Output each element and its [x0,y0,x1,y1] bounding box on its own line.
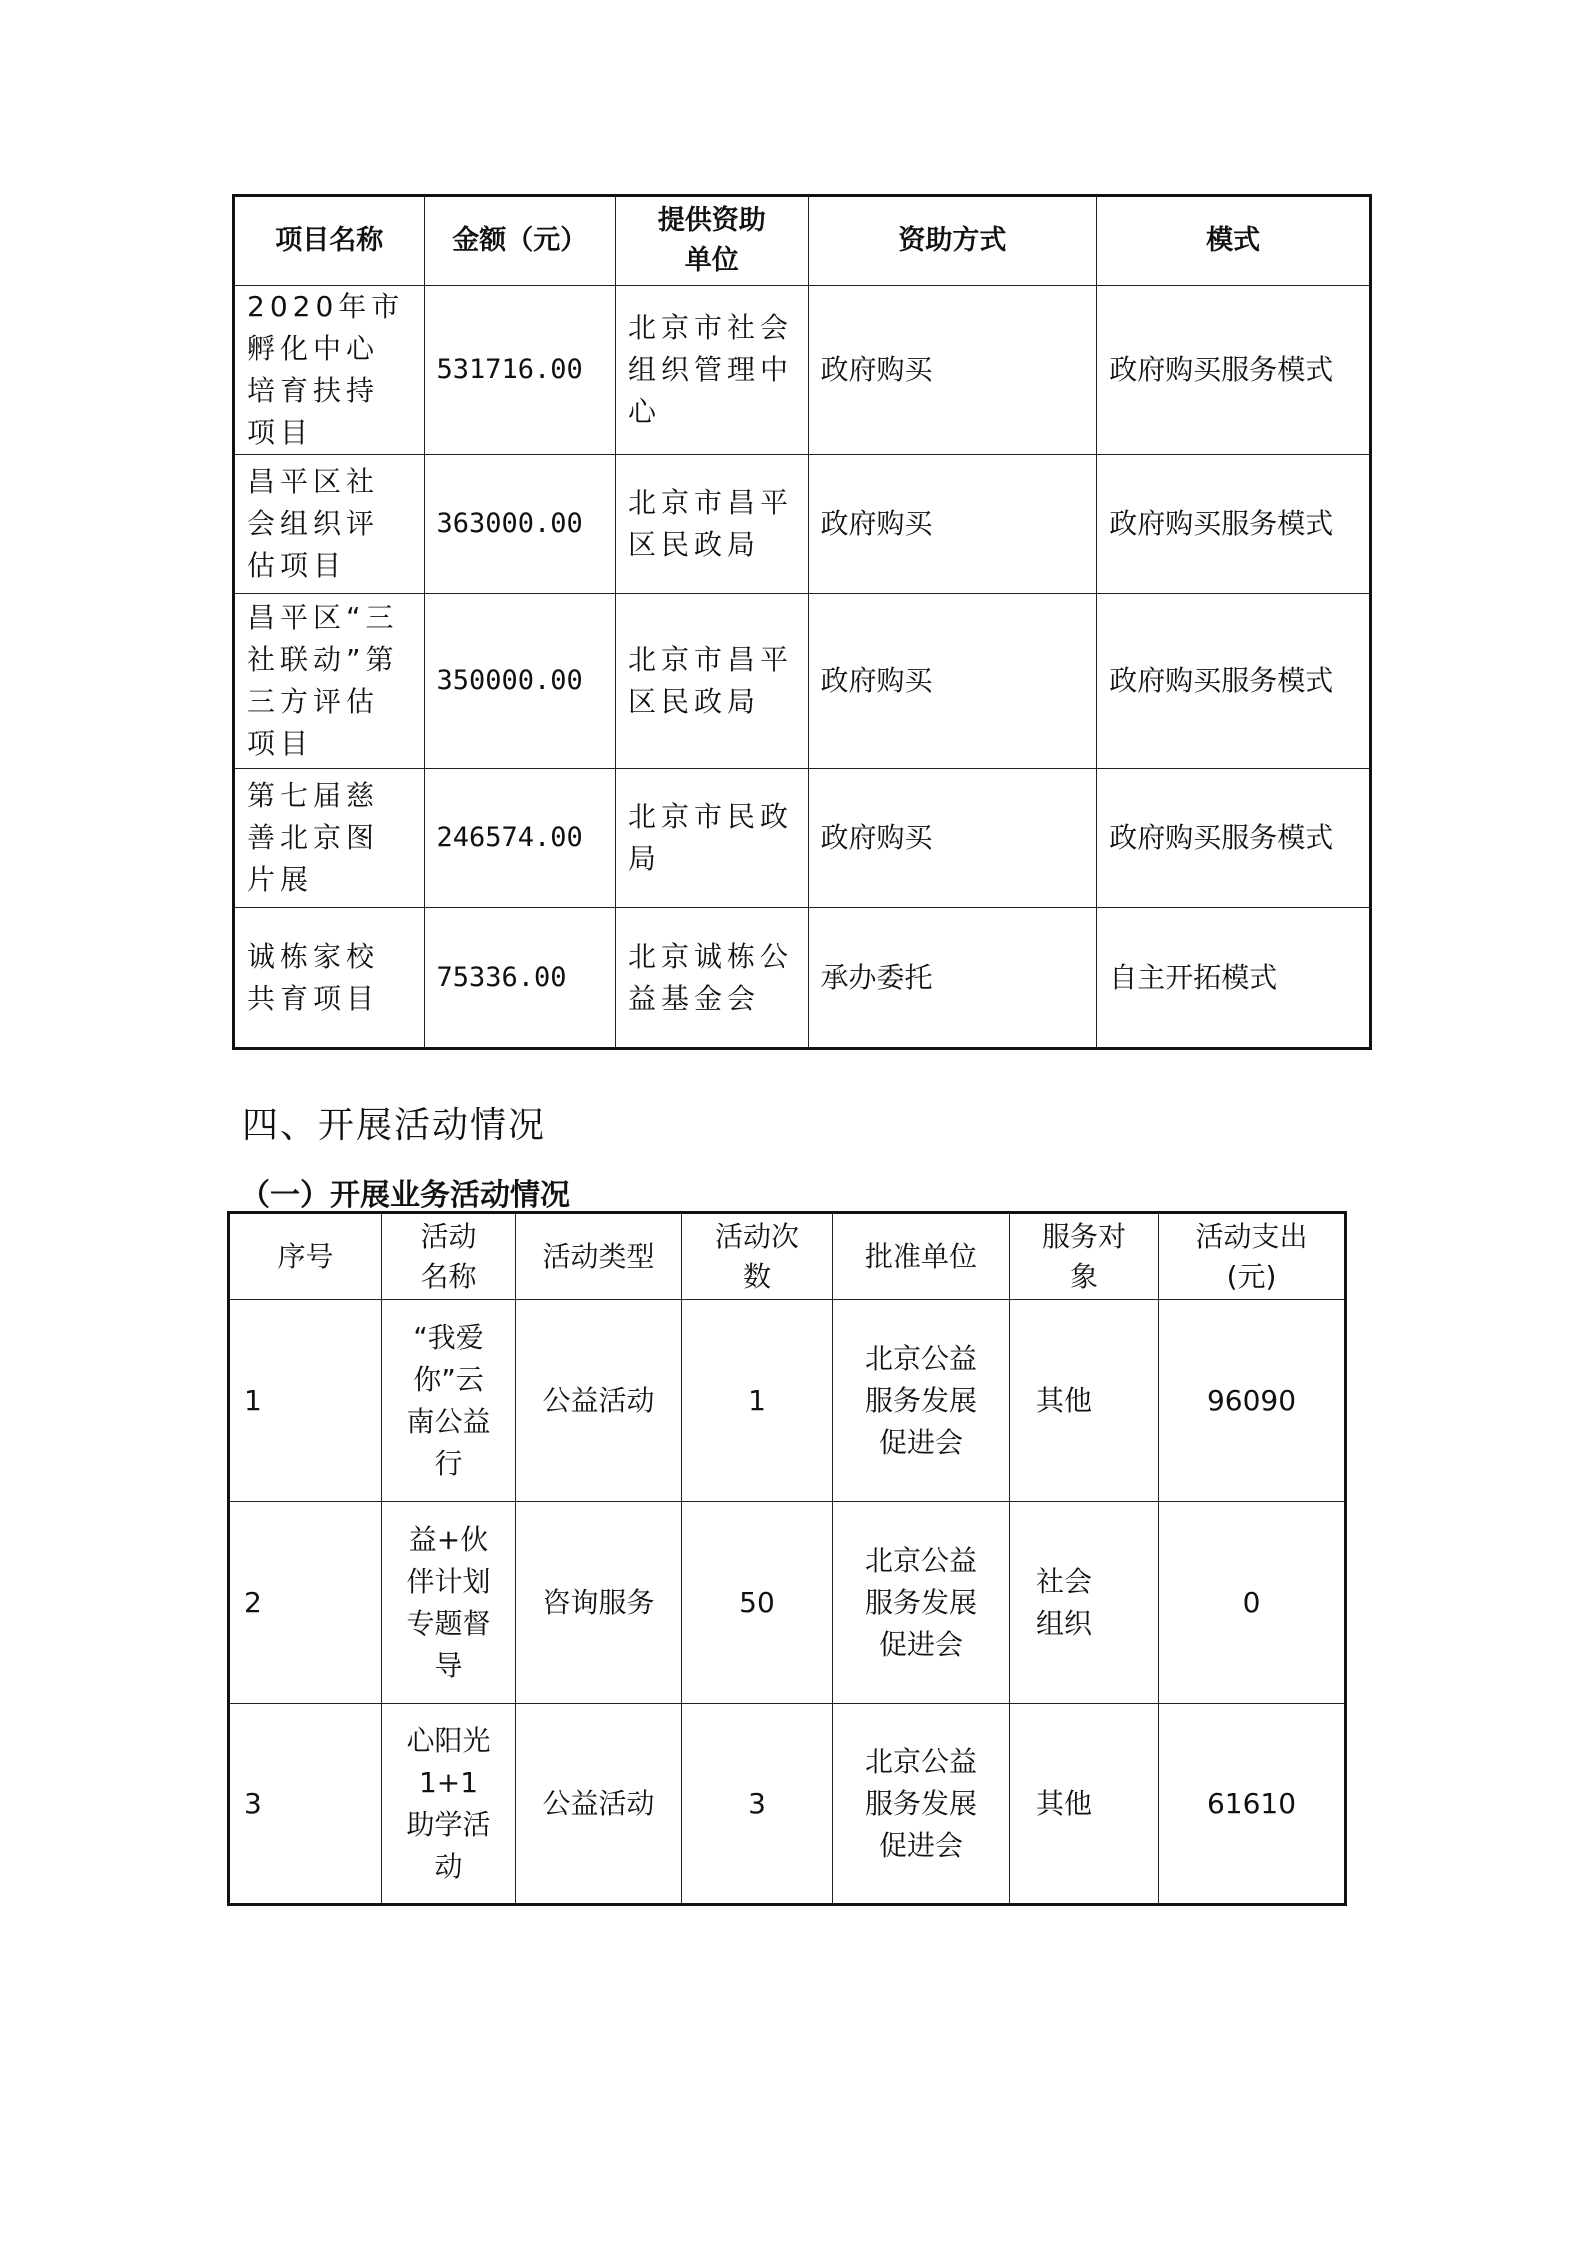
approver: 北京公益服务发展促进会 [833,1502,1010,1704]
seq: 3 [229,1704,382,1905]
activity-count: 1 [682,1300,833,1502]
provider: 北京诚栋公益基金会 [616,908,809,1049]
seq: 1 [229,1300,382,1502]
activity-type: 咨询服务 [516,1502,682,1704]
table-header-row [229,1213,1346,1300]
activity-name: 心阳光1+1助学活动 [382,1704,516,1905]
table-row [234,455,1371,594]
amount: 75336.00 [424,908,616,1049]
activity-name: 益+伙伴计划专题督导 [382,1502,516,1704]
header-project-name: 项目名称 [234,196,425,286]
method: 政府购买 [808,769,1097,908]
activities-table [227,1211,1347,1906]
provider: 北京市民政局 [616,769,809,908]
funding-table [232,194,1372,1050]
activity-type: 公益活动 [516,1300,682,1502]
subsection-title: （一）开展业务活动情况 [240,1178,570,1213]
method: 政府购买 [808,455,1097,594]
header-mode: 模式 [1097,196,1371,286]
header-target: 服务对象 [1010,1213,1159,1300]
table-row [234,594,1371,769]
amount: 350000.00 [424,594,616,769]
provider: 北京市昌平区民政局 [616,594,809,769]
approver: 北京公益服务发展促进会 [833,1300,1010,1502]
activity-type: 公益活动 [516,1704,682,1905]
mode: 政府购买服务模式 [1097,769,1371,908]
table-row [234,769,1371,908]
header-provider: 提供资助单位 [616,196,809,286]
header-activity-count: 活动次数 [682,1213,833,1300]
table-header-row [234,196,1371,286]
amount: 531716.00 [424,286,616,455]
table-row [229,1704,1346,1905]
table-row [229,1502,1346,1704]
service-target: 社会组织 [1010,1502,1159,1704]
method: 承办委托 [808,908,1097,1049]
expense: 61610 [1159,1704,1346,1905]
header-seq: 序号 [229,1213,382,1300]
service-target: 其他 [1010,1704,1159,1905]
expense: 96090 [1159,1300,1346,1502]
amount: 246574.00 [424,769,616,908]
seq: 2 [229,1502,382,1704]
method: 政府购买 [808,286,1097,455]
header-expense: 活动支出(元) [1159,1213,1346,1300]
method: 政府购买 [808,594,1097,769]
project-name: 2020年市孵化中心培育扶持项目 [234,286,425,455]
service-target: 其他 [1010,1300,1159,1502]
activity-count: 50 [682,1502,833,1704]
table-row [234,286,1371,455]
header-amount: 金额（元） [424,196,616,286]
header-method: 资助方式 [808,196,1097,286]
amount: 363000.00 [424,455,616,594]
project-name: 昌平区“三社联动”第三方评估项目 [234,594,425,769]
activity-name: “我爱你”云南公益行 [382,1300,516,1502]
expense: 0 [1159,1502,1346,1704]
provider: 北京市昌平区民政局 [616,455,809,594]
mode: 政府购买服务模式 [1097,455,1371,594]
activity-count: 3 [682,1704,833,1905]
project-name: 诚栋家校共育项目 [234,908,425,1049]
provider: 北京市社会组织管理中心 [616,286,809,455]
table-row [234,908,1371,1049]
section-title: 四、开展活动情况 [242,1105,547,1146]
approver: 北京公益服务发展促进会 [833,1704,1010,1905]
header-activity-name: 活动名称 [382,1213,516,1300]
project-name: 昌平区社会组织评估项目 [234,455,425,594]
mode: 政府购买服务模式 [1097,286,1371,455]
project-name: 第七届慈善北京图片展 [234,769,425,908]
header-approver: 批准单位 [833,1213,1010,1300]
mode: 政府购买服务模式 [1097,594,1371,769]
header-activity-type: 活动类型 [516,1213,682,1300]
mode: 自主开拓模式 [1097,908,1371,1049]
table-row [229,1300,1346,1502]
